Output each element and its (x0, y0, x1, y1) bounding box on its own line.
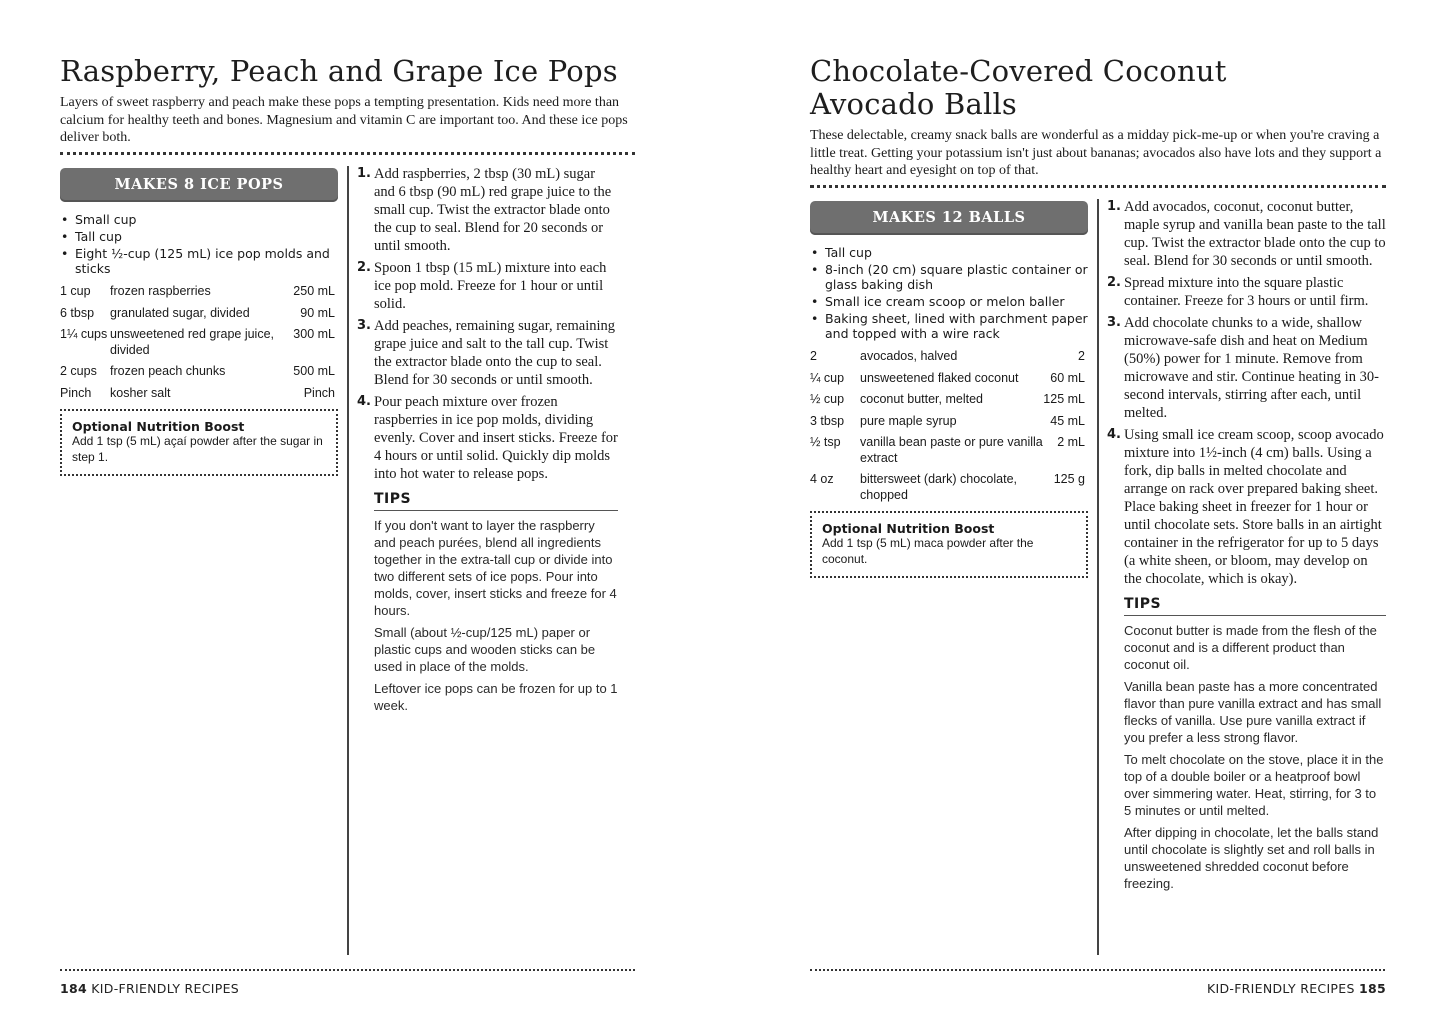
equipment-item: • Small cup (60, 212, 338, 227)
ingredient-row: ¼ cup unsweetened flaked coconut 60 mL (810, 370, 1085, 385)
equipment-item: • Baking sheet, lined with parchment paper and topped with a wire rack (810, 311, 1088, 341)
equipment-list (810, 245, 1088, 341)
column-rule (1097, 199, 1099, 955)
boost-title: Optional Nutrition Boost (822, 521, 995, 536)
boost-title: Optional Nutrition Boost (72, 419, 245, 434)
column-rule (347, 166, 349, 955)
step: 2. Spread mixture into the square plastic container. Freeze for 3 hours or until firm. (1107, 275, 1369, 309)
footer-divider (60, 969, 635, 971)
ingredient-row: 1 cup frozen raspberries 250 mL (60, 284, 335, 298)
step: 1. Add avocados, coconut, coconut butter, maple syrup and vanilla bean paste to the tall cup. Twist the extractor blade onto the cup to seal. Blend for 30 seconds or until smooth. (1107, 199, 1386, 269)
ingredient-row: 4 oz bittersweet (dark) chocolate, chopped 125 g (810, 472, 1085, 502)
tip: If you don't want to layer the raspberry and peach purées, blend all ingredients together in the extra-tall cup or divide into two different sets of ice pops. Pour into molds, cover, insert sticks and freeze for 4 hours. (374, 518, 617, 618)
ingredients-table (810, 347, 1088, 507)
step: 4. Using small ice cream scoop, scoop avocado mixture into 1½-inch (4 cm) balls. Using a fork, dip balls in melted chocolate and arrange on rack over prepared baking sheet. Place baking sheet in freezer for 1 hour or until chocolate sets. Store balls in an airtight container in the refrigerator for up to 5 days (a white sheen, or bloom, may develop on the chocolate, which is okay). (1107, 427, 1384, 587)
nutrition-boost-box (810, 511, 1088, 578)
tip: To melt chocolate on the stove, place it in the top of a double boiler or a heatproof bowl over simmering water. Heat, stirring, for 3 to 5 minutes or until melted. (1124, 752, 1384, 818)
step: 2. Spoon 1 tbsp (15 mL) mixture into each ice pop mold. Freeze for 1 hour or until solid. (357, 260, 607, 312)
yield-banner: MAKES 8 ICE POPS (60, 168, 338, 202)
ingredient-row: ½ tsp vanilla bean paste or pure vanilla extract 2 mL (810, 435, 1085, 465)
recipe-title: Raspberry, Peach and Grape Ice Pops (60, 54, 618, 88)
ingredient-row: 6 tbsp granulated sugar, divided 90 mL (60, 305, 335, 320)
footer-divider (810, 969, 1385, 971)
equipment-item: • Eight ½-cup (125 mL) ice pop molds and sticks (60, 246, 338, 276)
ingredient-row: 1¼ cups unsweetened red grape juice, divided 300 mL (60, 327, 335, 357)
tips-heading: TIPS (374, 491, 618, 511)
steps-list (357, 165, 618, 483)
step: 4. Pour peach mixture over frozen raspberries in ice pop molds, dividing evenly. Cover and insert sticks. Freeze for 4 hours or until solid. Quickly dip molds into hot water to release pops. (357, 394, 618, 482)
recipe-intro: These delectable, creamy snack balls are wonderful as a midday pick-me-up or when you're craving a little treat. Getting your potassium isn't just about bananas; avocados also have lots and they support a healthy heart and eyesight on top of that. (810, 128, 1382, 178)
tips-heading: TIPS (1124, 596, 1386, 616)
tips-list (374, 517, 618, 714)
page-number: 185 (1359, 981, 1386, 996)
method-column (357, 165, 618, 719)
ingredient-row: 3 tbsp pure maple syrup 45 mL (810, 413, 1085, 428)
ingredients-table (60, 282, 338, 405)
step: 1. Add raspberries, 2 tbsp (30 mL) sugar and 6 tbsp (90 mL) red grape juice to the small cup. Twist the extractor blade onto the cup to seal. Blend for 20 seconds or until smooth. (357, 166, 612, 254)
page-footer (1207, 981, 1386, 996)
tip: Coconut butter is made from the flesh of the coconut and is a different product than coconut oil. (1124, 623, 1377, 672)
equipment-list (60, 212, 338, 276)
recipe-intro: Layers of sweet raspberry and peach make these pops a tempting presentation. Kids need more than calcium for healthy teeth and bones. Magnesium and vitamin C are important too. And these ice pops deliver both. (60, 95, 628, 145)
tip: Leftover ice pops can be frozen for up to 1 week. (374, 681, 618, 713)
equipment-item: • Tall cup (810, 245, 1088, 260)
right-page (810, 0, 1386, 1031)
ingredients-column (810, 201, 1088, 578)
tip: Small (about ½-cup/125 mL) paper or plastic cups and wooden sticks can be used in place of the molds. (374, 625, 596, 674)
tip: After dipping in chocolate, let the balls stand until chocolate is slightly set and roll balls in unsweetened shredded coconut before freezing. (1124, 825, 1379, 891)
divider (810, 185, 1386, 188)
ingredient-row: ½ cup coconut butter, melted 125 mL (810, 392, 1085, 406)
ingredient-row: Pinch kosher salt Pinch (60, 385, 335, 400)
equipment-item: • Small ice cream scoop or melon baller (810, 294, 1088, 309)
tip: Vanilla bean paste has a more concentrated flavor than pure vanilla extract and has small flecks of vanilla. Use pure vanilla extract if you prefer a less strong flavor. (1124, 679, 1382, 745)
left-page (60, 0, 635, 1031)
ingredient-row: 2 cups frozen peach chunks 500 mL (60, 364, 335, 378)
method-column (1107, 198, 1386, 897)
equipment-item: • 8-inch (20 cm) square plastic container or glass baking dish (810, 262, 1088, 292)
equipment-item: • Tall cup (60, 229, 338, 244)
step: 3. Add chocolate chunks to a wide, shallow microwave-safe dish and heat on Medium (50%) power for 1 minute. Remove from microwave and stir. Continue heating in 30-second intervals, stirring after each, until melted. (1107, 315, 1379, 421)
boost-text: Add 1 tsp (5 mL) maca powder after the coconut. (822, 536, 1034, 566)
yield-banner: MAKES 12 BALLS (810, 201, 1088, 235)
nutrition-boost-box (60, 409, 338, 476)
step: 3. Add peaches, remaining sugar, remaining grape juice and salt to the tall cup. Twist the extractor blade onto the cup to seal. Blend for 30 seconds or until smooth. (357, 318, 616, 388)
steps-list (1107, 198, 1386, 588)
section-name: KID-FRIENDLY RECIPES (1206, 981, 1355, 996)
tips-list (1124, 622, 1386, 892)
ingredients-column (60, 168, 338, 476)
recipe-title: Chocolate-Covered Coconut Avocado Balls (810, 54, 1227, 121)
page-number: 184 (60, 981, 87, 996)
divider (60, 152, 635, 155)
section-name: KID-FRIENDLY RECIPES (91, 981, 240, 996)
boost-text: Add 1 tsp (5 mL) açaí powder after the sugar in step 1. (72, 434, 323, 464)
page-footer (60, 981, 239, 996)
ingredient-row: 2 avocados, halved 2 (810, 349, 1085, 363)
